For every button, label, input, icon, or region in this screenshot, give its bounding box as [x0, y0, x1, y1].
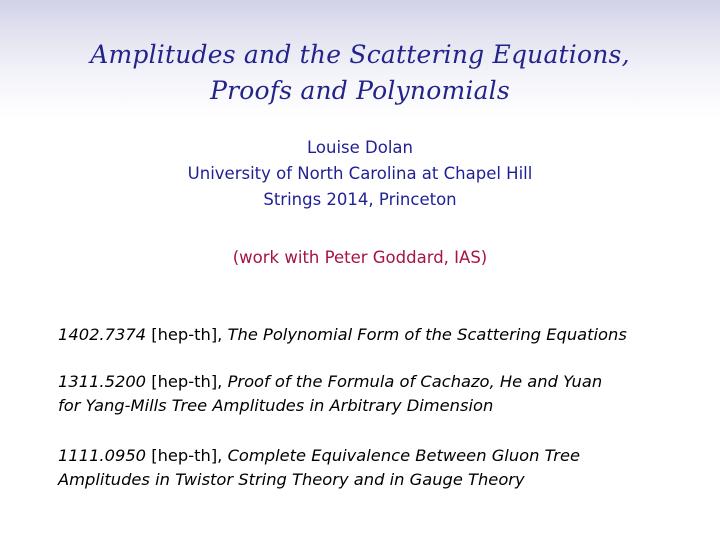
- slide-title-line-1: Amplitudes and the Scattering Equations,: [90, 40, 630, 69]
- paper-title-continued: Amplitudes in Twistor String Theory and in Gauge Theory: [58, 470, 525, 489]
- paper-title-continued: for Yang-Mills Tree Amplitudes in Arbitrary Dimension: [58, 396, 494, 415]
- arxiv-id: 1311.5200: [58, 372, 147, 391]
- arxiv-category: [hep-th],: [151, 446, 223, 465]
- paper-title: Complete Equivalence Between Gluon Tree: [227, 446, 581, 465]
- paper-title: Proof of the Formula of Cachazo, He and Yuan: [227, 372, 603, 391]
- reference-item: [58, 370, 708, 418]
- arxiv-category: [hep-th],: [151, 372, 223, 391]
- collaboration-note: (work with Peter Goddard, IAS): [232, 248, 488, 267]
- reference-item: [58, 444, 708, 492]
- author-name: Louise Dolan: [307, 138, 413, 157]
- slide-title-line-2: Proofs and Polynomials: [210, 76, 510, 105]
- arxiv-id: 1111.0950: [58, 446, 147, 465]
- paper-title: The Polynomial Form of the Scattering Equations: [227, 325, 627, 344]
- reference-item: [58, 323, 708, 347]
- institution: University of North Carolina at Chapel Hill: [187, 164, 533, 183]
- arxiv-id: 1402.7374: [58, 325, 147, 344]
- arxiv-category: [hep-th],: [151, 325, 223, 344]
- conference: Strings 2014, Princeton: [263, 190, 457, 209]
